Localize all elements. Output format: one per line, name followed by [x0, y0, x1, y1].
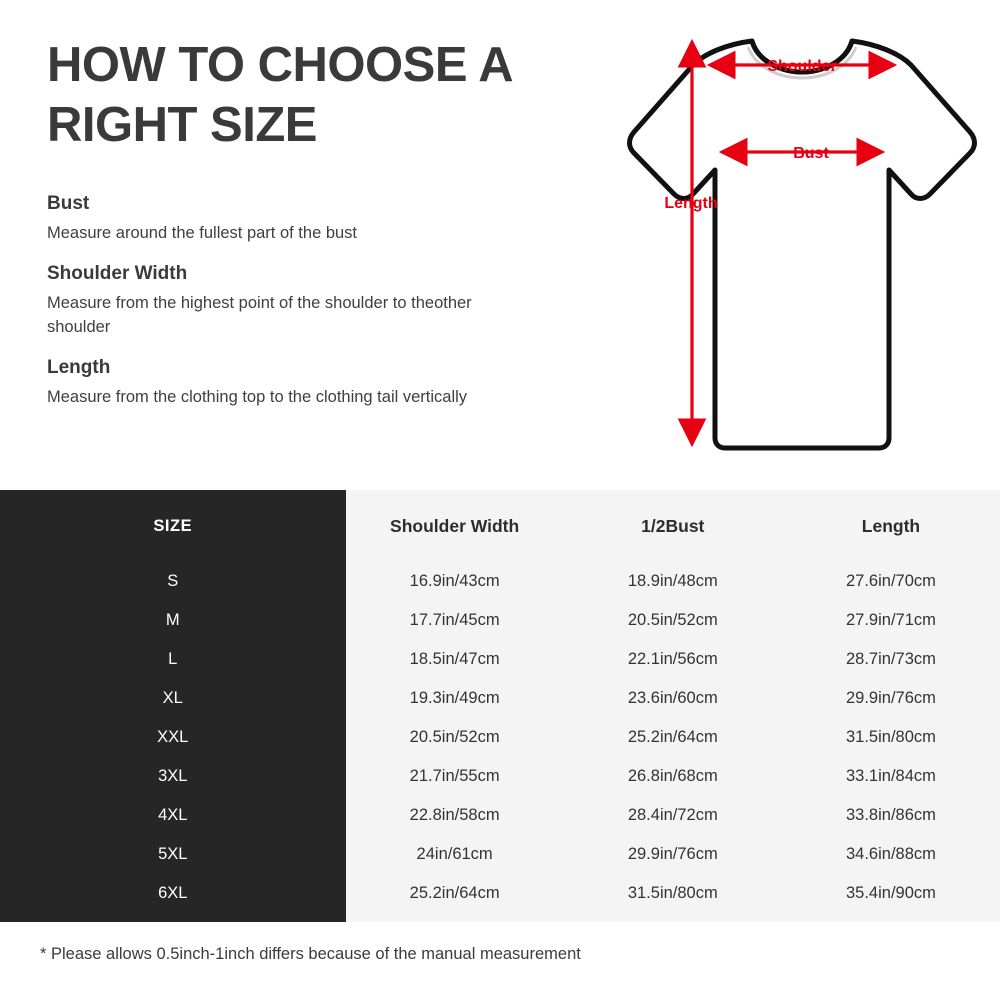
table-cell: 22.8in/58cm [409, 806, 500, 824]
definition-term-length: Length [47, 357, 111, 379]
table-row: XL [162, 689, 183, 707]
table-cell: 16.9in/43cm [409, 572, 500, 590]
table-data-columns [346, 490, 1000, 922]
table-row: XXL [157, 728, 189, 746]
table-cell: 20.5in/52cm [627, 611, 718, 629]
bust-label: Bust [793, 145, 829, 162]
definitions-list [47, 193, 517, 410]
table-cell: 22.1in/56cm [627, 650, 718, 668]
definition-term-shoulder-width: Shoulder Width [47, 263, 188, 285]
table-cell: 33.8in/86cm [845, 806, 936, 824]
table-header-size: SIZE [153, 516, 193, 535]
table-cell: 28.4in/72cm [627, 806, 718, 824]
table-cell: 26.8in/68cm [627, 767, 718, 785]
table-cell: 31.5in/80cm [627, 884, 718, 902]
table-cell: 17.7in/45cm [409, 611, 500, 629]
table-cell: 24in/61cm [416, 845, 493, 863]
table-cell: 25.2in/64cm [409, 884, 500, 902]
table-column-half-bust [564, 490, 782, 922]
table-cell: 18.9in/48cm [627, 572, 718, 590]
tshirt-diagram [500, 20, 990, 480]
table-row: 4XL [158, 806, 188, 824]
table-column-size [0, 490, 346, 922]
table-header-half-bust: 1/2Bust [641, 515, 705, 536]
table-column-shoulder-width [346, 490, 564, 922]
table-row: 6XL [158, 884, 188, 902]
definition-desc-length: Measure from the clothing top to the clothing tail vertically [47, 388, 468, 407]
top-section [0, 0, 1000, 490]
page-title: HOW TO CHOOSE A RIGHT SIZE [47, 38, 512, 152]
table-cell: 21.7in/55cm [409, 767, 500, 785]
table-cell: 31.5in/80cm [845, 728, 936, 746]
table-cell: 27.6in/70cm [845, 572, 936, 590]
table-cell: 20.5in/52cm [409, 728, 500, 746]
table-cell: 19.3in/49cm [409, 689, 500, 707]
table-cell: 27.9in/71cm [845, 611, 936, 629]
table-cell: 18.5in/47cm [409, 650, 500, 668]
measurement-note: * Please allows 0.5inch-1inch differs because of the manual measurement [40, 945, 581, 963]
table-cell: 33.1in/84cm [845, 767, 936, 785]
table-cell: 35.4in/90cm [845, 884, 936, 902]
definition-term-bust: Bust [47, 193, 90, 214]
shoulder-label: Shoulder [767, 58, 837, 75]
size-table [0, 490, 1000, 922]
table-cell: 25.2in/64cm [627, 728, 718, 746]
table-cell: 23.6in/60cm [627, 689, 718, 707]
table-header-shoulder-width: Shoulder Width [390, 515, 520, 536]
length-label: Length [664, 195, 718, 212]
table-cell: 28.7in/73cm [845, 650, 936, 668]
table-row: L [168, 650, 178, 668]
table-row: S [167, 572, 179, 590]
table-cell: 29.9in/76cm [845, 689, 936, 707]
definition-desc-bust: Measure around the fullest part of the bust [47, 224, 358, 242]
table-row: M [165, 611, 180, 629]
definition-desc-shoulder-width: Measure from the highest point of the shoulder to theother shoulder [47, 294, 472, 336]
tshirt-outline [630, 41, 975, 448]
table-row: 3XL [158, 767, 188, 785]
table-header-length: Length [861, 515, 921, 536]
table-cell: 29.9in/76cm [627, 845, 718, 863]
table-column-length [782, 490, 1000, 922]
table-cell: 34.6in/88cm [845, 845, 936, 863]
table-row: 5XL [158, 845, 188, 863]
